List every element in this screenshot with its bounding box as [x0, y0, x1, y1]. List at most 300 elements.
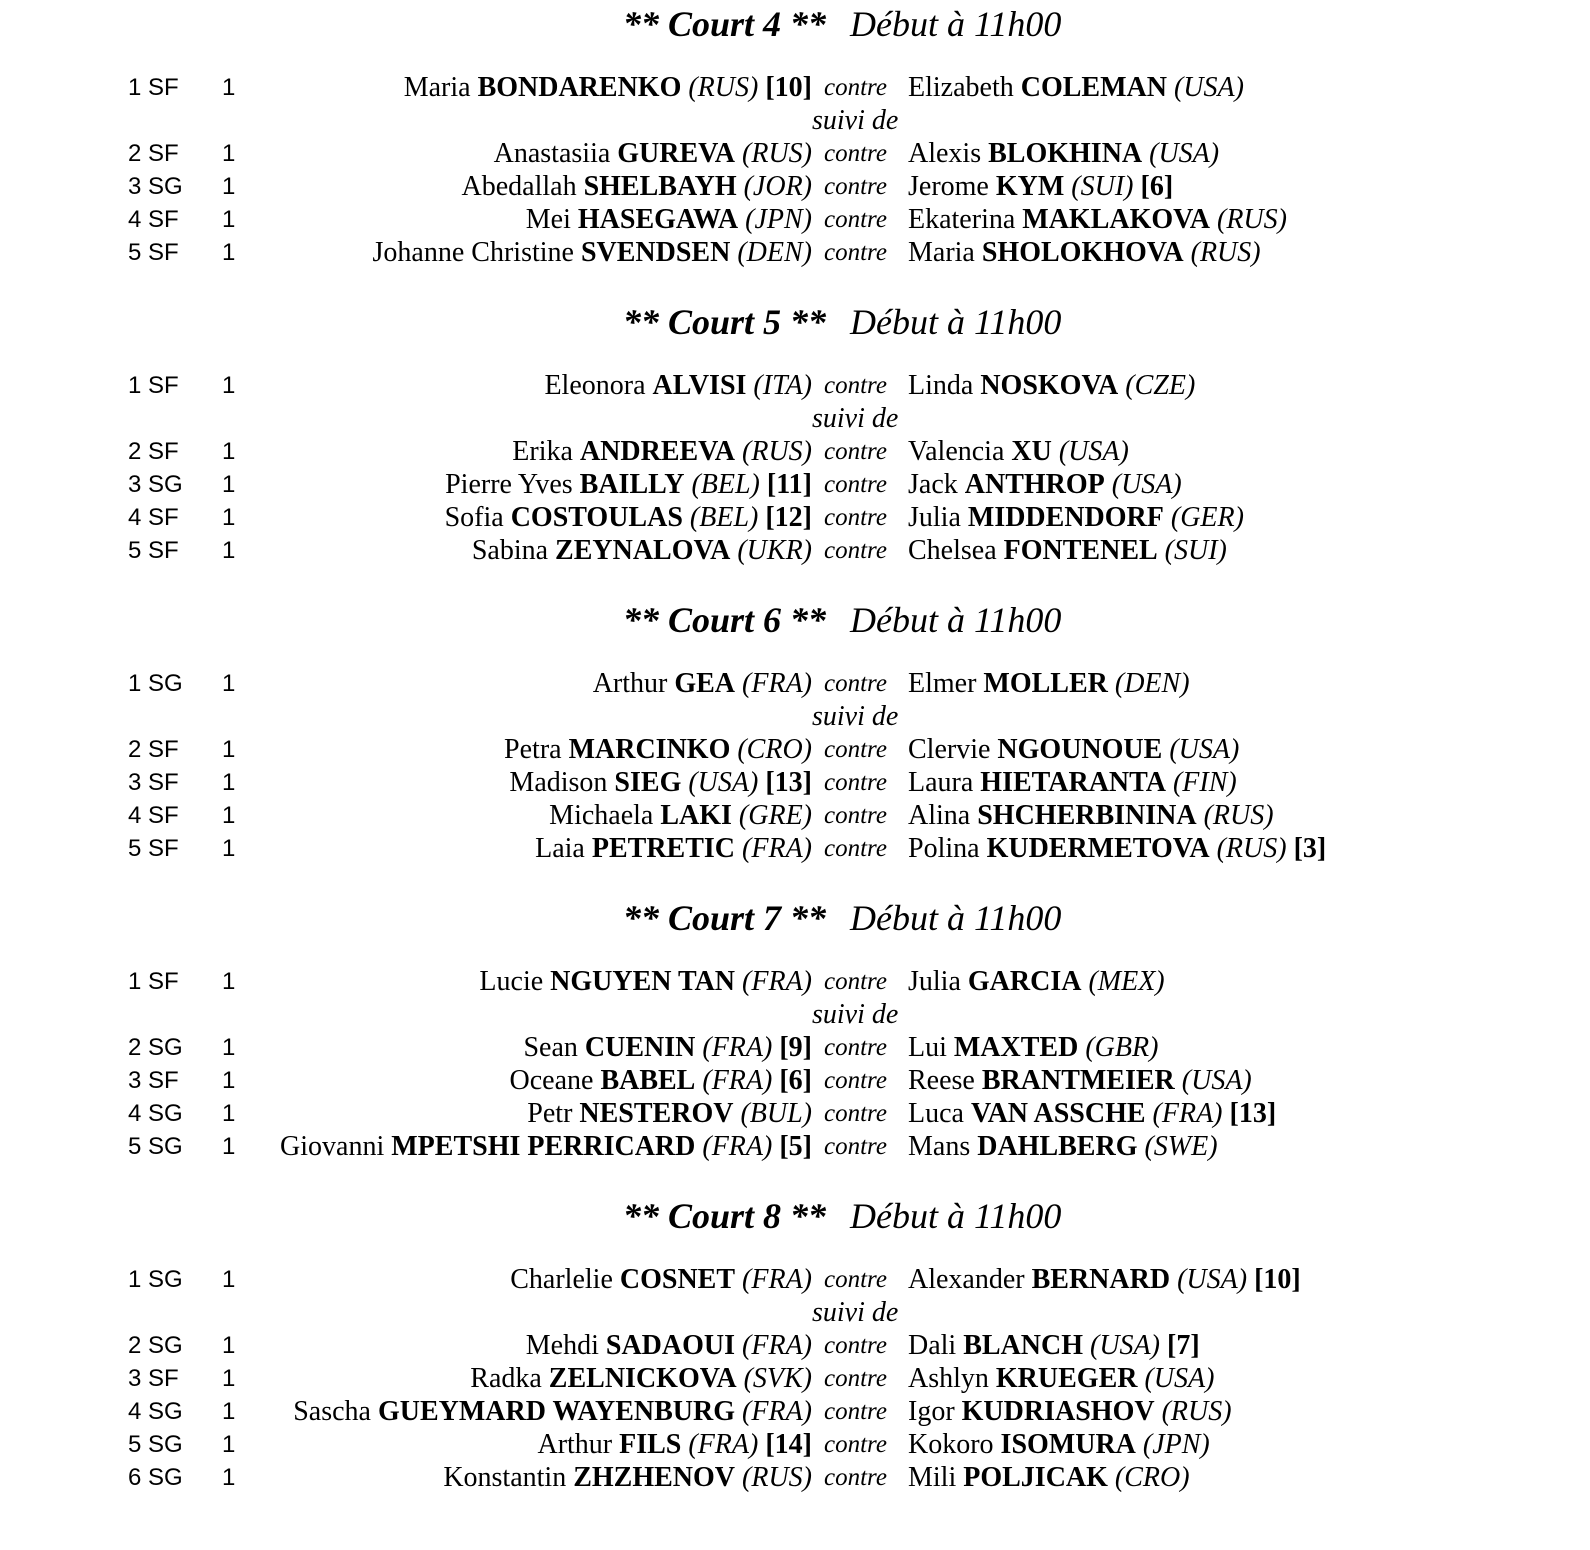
first-name: Sofia: [444, 502, 504, 533]
nationality: (FRA): [742, 668, 812, 699]
match-number: 2 SF: [128, 736, 179, 763]
last-name: SVENDSEN: [580, 237, 731, 268]
round: 1: [222, 802, 236, 829]
seed: [3]: [1293, 833, 1327, 864]
first-name: Pierre Yves: [445, 469, 573, 500]
last-name: GEA: [674, 668, 736, 699]
last-name: SHELBAYH: [583, 171, 737, 202]
round: 1: [222, 173, 236, 200]
followed-by-label: suivi de: [812, 999, 899, 1030]
match-row: [0, 203, 1590, 237]
player-1: [494, 137, 812, 171]
player-1: [445, 501, 812, 535]
match-number: 3 SF: [128, 1067, 179, 1094]
nationality: (FRA): [702, 1032, 773, 1063]
nationality: (MEX): [1088, 966, 1165, 997]
last-name: COSNET: [619, 1264, 736, 1295]
nationality: (RUS): [688, 72, 759, 103]
player-1: [549, 799, 812, 833]
round: 1: [222, 1431, 236, 1458]
last-name: CUENIN: [584, 1032, 696, 1063]
nationality: (BEL): [689, 502, 759, 533]
player-1: [510, 1263, 812, 1297]
match-row: [0, 766, 1590, 800]
first-name: Konstantin: [443, 1462, 567, 1493]
last-name: FONTENEL: [1003, 535, 1158, 566]
first-name: Sean: [523, 1032, 578, 1063]
nationality: (USA): [1181, 1065, 1252, 1096]
nationality: (JOR): [743, 171, 812, 202]
start-time: Début à 11h00: [850, 1196, 1062, 1236]
last-name: MAKLAKOVA: [1022, 204, 1210, 235]
round: 1: [222, 537, 236, 564]
first-name: Alexander: [908, 1264, 1025, 1295]
versus-label: contre: [824, 769, 887, 796]
match-number: 3 SG: [128, 173, 183, 200]
first-name: Laura: [908, 767, 974, 798]
last-name: GUEYMARD WAYENBURG: [377, 1396, 736, 1427]
player-1: [526, 1329, 812, 1363]
first-name: Abedallah: [461, 171, 577, 202]
nationality: (RUS): [742, 436, 812, 467]
first-name: Madison: [509, 767, 608, 798]
last-name: BABEL: [600, 1065, 696, 1096]
versus-label: contre: [824, 802, 887, 829]
nationality: (UKR): [737, 535, 812, 566]
match-number: 5 SF: [128, 239, 179, 266]
seed: [5]: [779, 1131, 812, 1162]
first-name: Chelsea: [908, 535, 997, 566]
match-row: [0, 534, 1590, 568]
nationality: (GRE): [738, 800, 812, 831]
last-name: ISOMURA: [1000, 1429, 1136, 1460]
seed: [11]: [766, 469, 812, 500]
first-name: Elizabeth: [908, 72, 1014, 103]
round: 1: [222, 1133, 236, 1160]
last-name: FILS: [619, 1429, 682, 1460]
player-2: [908, 203, 1287, 237]
versus-label: contre: [824, 1431, 887, 1458]
match-row: [0, 170, 1590, 204]
match-number: 2 SG: [128, 1034, 183, 1061]
last-name: DAHLBERG: [977, 1131, 1138, 1162]
followed-by-label: suivi de: [812, 1297, 899, 1328]
player-1: [537, 1428, 812, 1462]
player-2: [908, 799, 1274, 833]
round: 1: [222, 1365, 236, 1392]
match-row: [0, 1263, 1590, 1297]
first-name: Eleonora: [544, 370, 646, 401]
court-name: ** Court 6 **: [623, 600, 827, 640]
round: 1: [222, 1332, 236, 1359]
court-name: ** Court 4 **: [623, 4, 827, 44]
last-name: ZEYNALOVA: [555, 535, 731, 566]
match-number: 4 SF: [128, 504, 179, 531]
last-name: NOSKOVA: [980, 370, 1119, 401]
round: 1: [222, 239, 236, 266]
player-2: [908, 733, 1239, 767]
versus-label: contre: [824, 438, 887, 465]
first-name: Michaela: [549, 800, 654, 831]
last-name: NESTEROV: [579, 1098, 734, 1129]
first-name: Mehdi: [525, 1330, 599, 1361]
first-name: Erika: [512, 436, 573, 467]
court-section: [0, 596, 1590, 896]
match-row: [0, 369, 1590, 403]
versus-label: contre: [824, 173, 887, 200]
player-1: [544, 369, 812, 403]
last-name: POLJICAK: [963, 1462, 1108, 1493]
first-name: Reese: [908, 1065, 975, 1096]
nationality: (USA): [1177, 1264, 1248, 1295]
followed-by-label: suivi de: [812, 701, 899, 732]
player-2: [908, 170, 1173, 204]
versus-label: contre: [824, 471, 887, 498]
first-name: Petr: [527, 1098, 573, 1129]
nationality: (RUS): [1216, 833, 1287, 864]
last-name: GARCIA: [967, 966, 1082, 997]
player-2: [908, 236, 1261, 270]
last-name: NGUYEN TAN: [550, 966, 736, 997]
last-name: KUDERMETOVA: [986, 833, 1210, 864]
player-2: [908, 667, 1190, 701]
round: 1: [222, 1398, 236, 1425]
round: 1: [222, 504, 236, 531]
nationality: (GBR): [1085, 1032, 1159, 1063]
first-name: Clervie: [908, 734, 991, 765]
nationality: (RUS): [1217, 204, 1287, 235]
player-1: [526, 203, 812, 237]
first-name: Mili: [908, 1462, 957, 1493]
first-name: Radka: [470, 1363, 542, 1394]
first-name: Julia: [908, 966, 961, 997]
versus-label: contre: [824, 736, 887, 763]
last-name: MOLLER: [983, 668, 1108, 699]
last-name: LAKI: [660, 800, 732, 831]
nationality: (FRA): [742, 833, 812, 864]
versus-label: contre: [824, 1332, 887, 1359]
nationality: (BEL): [691, 469, 760, 500]
match-row: [0, 733, 1590, 767]
match-number: 1 SF: [128, 372, 179, 399]
match-number: 3 SF: [128, 1365, 179, 1392]
first-name: Polina: [908, 833, 980, 864]
last-name: PETRETIC: [591, 833, 736, 864]
match-number: 5 SF: [128, 537, 179, 564]
first-name: Ekaterina: [908, 204, 1016, 235]
nationality: (RUS): [1190, 237, 1261, 268]
nationality: (FRA): [742, 1330, 812, 1361]
nationality: (DEN): [1114, 668, 1190, 699]
player-2: [908, 1395, 1232, 1429]
nationality: (GER): [1170, 502, 1244, 533]
versus-label: contre: [824, 1365, 887, 1392]
first-name: Linda: [908, 370, 974, 401]
first-name: Johanne Christine: [372, 237, 574, 268]
player-1: [504, 733, 812, 767]
match-number: 2 SG: [128, 1332, 183, 1359]
player-2: [908, 1097, 1276, 1131]
player-2: [908, 1263, 1301, 1297]
first-name: Lui: [908, 1032, 947, 1063]
nationality: (FRA): [742, 1264, 812, 1295]
match-number: 5 SF: [128, 835, 179, 862]
match-row: [0, 435, 1590, 469]
versus-label: contre: [824, 1464, 887, 1491]
match-number: 5 SG: [128, 1431, 183, 1458]
nationality: (USA): [1090, 1330, 1160, 1361]
player-2: [908, 1130, 1218, 1164]
start-time: Début à 11h00: [850, 898, 1062, 938]
last-name: GUREVA: [617, 138, 736, 169]
nationality: (FRA): [688, 1429, 759, 1460]
last-name: MIDDENDORF: [967, 502, 1164, 533]
player-2: [908, 534, 1227, 568]
round: 1: [222, 670, 236, 697]
last-name: BLOKHINA: [988, 138, 1143, 169]
first-name: Sascha: [293, 1396, 371, 1427]
first-name: Valencia: [908, 436, 1005, 467]
player-1: [373, 236, 812, 270]
nationality: (CRO): [1114, 1462, 1190, 1493]
versus-label: contre: [824, 537, 887, 564]
versus-label: contre: [824, 239, 887, 266]
court-header: [623, 894, 1061, 944]
versus-label: contre: [824, 835, 887, 862]
nationality: (RUS): [1203, 800, 1274, 831]
nationality: (FRA): [742, 966, 812, 997]
first-name: Mei: [525, 204, 571, 235]
start-time: Début à 11h00: [850, 4, 1062, 44]
match-row: [0, 1428, 1590, 1462]
player-1: [593, 667, 812, 701]
last-name: HASEGAWA: [577, 204, 739, 235]
player-2: [908, 1329, 1200, 1363]
versus-label: contre: [824, 1100, 887, 1127]
first-name: Arthur: [592, 668, 668, 699]
nationality: (SWE): [1144, 1131, 1218, 1162]
player-2: [908, 1362, 1214, 1396]
match-number: 6 SG: [128, 1464, 183, 1491]
match-number: 1 SG: [128, 670, 183, 697]
player-1: [470, 1362, 812, 1396]
nationality: (FRA): [702, 1131, 773, 1162]
last-name: MPETSHI PERRICARD: [391, 1131, 696, 1162]
court-header: [623, 0, 1061, 50]
player-1: [479, 965, 812, 999]
first-name: Jerome: [908, 171, 989, 202]
last-name: BAILLY: [579, 469, 685, 500]
last-name: KRUEGER: [995, 1363, 1138, 1394]
start-time: Début à 11h00: [850, 302, 1062, 342]
versus-label: contre: [824, 372, 887, 399]
first-name: Giovanni: [280, 1131, 385, 1162]
match-row: [0, 799, 1590, 833]
player-1: [535, 832, 812, 866]
seed: [6]: [779, 1065, 812, 1096]
round: 1: [222, 372, 236, 399]
seed: [13]: [765, 767, 812, 798]
seed: [14]: [765, 1429, 812, 1460]
last-name: COLEMAN: [1020, 72, 1167, 103]
match-row: [0, 965, 1590, 999]
first-name: Alexis: [908, 138, 982, 169]
court-name: ** Court 5 **: [623, 302, 827, 342]
nationality: (BUL): [740, 1098, 812, 1129]
versus-label: contre: [824, 74, 887, 101]
last-name: KUDRIASHOV: [961, 1396, 1155, 1427]
match-row: [0, 832, 1590, 866]
player-1: [293, 1395, 812, 1429]
last-name: SIEG: [614, 767, 682, 798]
first-name: Alina: [908, 800, 971, 831]
match-row: [0, 1362, 1590, 1396]
first-name: Anastasiia: [493, 138, 611, 169]
versus-label: contre: [824, 140, 887, 167]
versus-label: contre: [824, 1034, 887, 1061]
player-1: [404, 71, 812, 105]
last-name: ANDREEVA: [579, 436, 736, 467]
round: 1: [222, 1266, 236, 1293]
nationality: (USA): [1149, 138, 1220, 169]
first-name: Laia: [535, 833, 585, 864]
match-number: 2 SF: [128, 140, 179, 167]
versus-label: contre: [824, 1067, 887, 1094]
player-2: [908, 369, 1195, 403]
nationality: (JPN): [1142, 1429, 1210, 1460]
player-1: [280, 1130, 812, 1164]
first-name: Ashlyn: [908, 1363, 989, 1394]
court-section: [0, 894, 1590, 1194]
first-name: Petra: [504, 734, 562, 765]
versus-label: contre: [824, 1398, 887, 1425]
player-2: [908, 71, 1244, 105]
match-number: 5 SG: [128, 1133, 183, 1160]
versus-label: contre: [824, 670, 887, 697]
nationality: (FRA): [702, 1065, 773, 1096]
seed: [7]: [1167, 1330, 1200, 1361]
match-number: 4 SF: [128, 206, 179, 233]
start-time: Début à 11h00: [850, 600, 1062, 640]
first-name: Dali: [908, 1330, 957, 1361]
nationality: (USA): [688, 767, 759, 798]
match-number: 3 SF: [128, 769, 179, 796]
versus-label: contre: [824, 206, 887, 233]
player-1: [509, 766, 812, 800]
round: 1: [222, 1100, 236, 1127]
round: 1: [222, 835, 236, 862]
player-2: [908, 137, 1219, 171]
last-name: BONDARENKO: [477, 72, 682, 103]
last-name: NGOUNOUE: [997, 734, 1163, 765]
nationality: (USA): [1111, 469, 1182, 500]
player-1: [510, 1064, 813, 1098]
first-name: Lucie: [479, 966, 544, 997]
nationality: (JPN): [745, 204, 812, 235]
player-1: [462, 170, 813, 204]
nationality: (RUS): [742, 138, 812, 169]
round: 1: [222, 968, 236, 995]
match-row: [0, 1064, 1590, 1098]
round: 1: [222, 471, 236, 498]
first-name: Charlelie: [510, 1264, 613, 1295]
first-name: Kokoro: [908, 1429, 994, 1460]
player-1: [527, 1097, 812, 1131]
nationality: (FRA): [1152, 1098, 1223, 1129]
seed: [12]: [765, 502, 812, 533]
last-name: SHOLOKHOVA: [981, 237, 1184, 268]
player-2: [908, 766, 1237, 800]
match-number: 1 SF: [128, 968, 179, 995]
court-header: [623, 1192, 1061, 1242]
court-header: [623, 298, 1061, 348]
round: 1: [222, 1464, 236, 1491]
versus-label: contre: [824, 504, 887, 531]
last-name: KYM: [995, 171, 1065, 202]
match-row: [0, 1097, 1590, 1131]
round: 1: [222, 206, 236, 233]
nationality: (FRA): [742, 1396, 812, 1427]
player-2: [908, 1428, 1210, 1462]
player-2: [908, 965, 1165, 999]
last-name: SHCHERBININA: [977, 800, 1197, 831]
first-name: Elmer: [908, 668, 977, 699]
last-name: BERNARD: [1031, 1264, 1171, 1295]
last-name: ZELNICKOVA: [548, 1363, 737, 1394]
match-number: 4 SF: [128, 802, 179, 829]
court-section: [0, 298, 1590, 598]
last-name: ZHZHENOV: [573, 1462, 736, 1493]
seed: [10]: [765, 72, 812, 103]
player-2: [908, 435, 1129, 469]
last-name: HIETARANTA: [980, 767, 1166, 798]
nationality: (SVK): [743, 1363, 812, 1394]
first-name: Mans: [908, 1131, 971, 1162]
versus-label: contre: [824, 968, 887, 995]
court-section: [0, 1192, 1590, 1532]
player-1: [445, 468, 812, 502]
first-name: Maria: [908, 237, 975, 268]
match-row: [0, 1395, 1590, 1429]
round: 1: [222, 438, 236, 465]
seed: [9]: [779, 1032, 812, 1063]
match-row: [0, 137, 1590, 171]
player-2: [908, 468, 1182, 502]
match-row: [0, 667, 1590, 701]
first-name: Julia: [908, 502, 961, 533]
round: 1: [222, 1067, 236, 1094]
match-row: [0, 1461, 1590, 1495]
player-2: [908, 1064, 1252, 1098]
first-name: Jack: [908, 469, 958, 500]
last-name: ALVISI: [652, 370, 747, 401]
match-row: [0, 501, 1590, 535]
last-name: XU: [1011, 436, 1052, 467]
followed-by-label: suivi de: [812, 403, 899, 434]
round: 1: [222, 74, 236, 101]
match-row: [0, 1031, 1590, 1065]
match-number: 3 SG: [128, 471, 183, 498]
match-number: 2 SF: [128, 438, 179, 465]
nationality: (SUI): [1071, 171, 1134, 202]
last-name: COSTOULAS: [510, 502, 683, 533]
match-number: 1 SF: [128, 74, 179, 101]
nationality: (DEN): [737, 237, 812, 268]
round: 1: [222, 1034, 236, 1061]
last-name: ANTHROP: [964, 469, 1105, 500]
seed: [13]: [1229, 1098, 1277, 1129]
round: 1: [222, 140, 236, 167]
